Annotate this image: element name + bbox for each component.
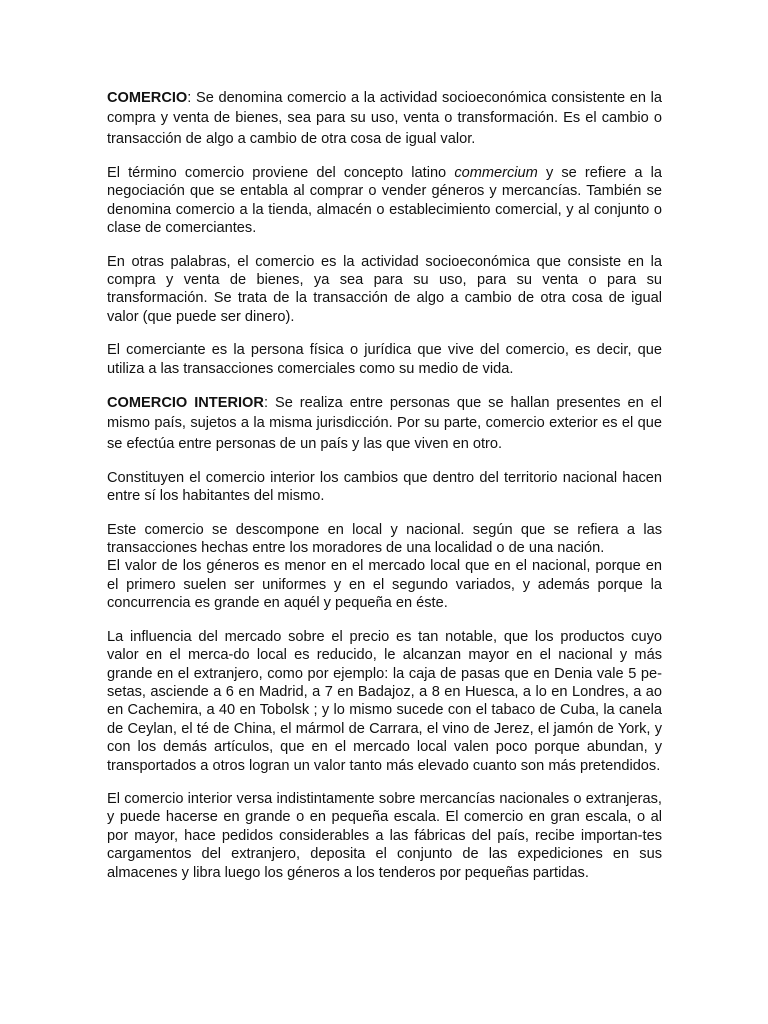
paragraph-comerciante: El comerciante es la persona física o jurídica que vive del comercio, es decir, que utiliza a las transacciones comerciales como su medio de vida. [107,342,662,377]
paragraph-text: : Se realiza entre personas que se hallan presentes en el mismo país, sujetos a la misma jurisdicción. Por su parte, comercio exterior es el que se efectúa entre personas de un país y las que viven en otro. [107,394,663,452]
document-body [107,88,662,897]
paragraph-text: El término comercio proviene del concepto latino [107,164,455,181]
paragraph-local-nacional: Este comercio se descompone en local y nacional. según que se refiera a las transacciones hechas entre los moradores de una localidad o de una nación. [107,521,662,557]
paragraph-constituyen: Constituyen el comercio interior los cambios que dentro del territorio nacional hacen entre sí los habitantes del mismo. [107,469,662,505]
paragraph-influencia-mercado: La influencia del mercado sobre el precio es tan notable, que los productos cuyo valor en el merca-do local es reducido, le alcanzan mayor en el nacional y más grande en el extranjero, como por ejemplo: la caja de pasas que en Denia vale 5 pe-setas, asciende a 6 en Madrid, a 7 en Badajoz, a 8 en Huesca, a lo en Londres, a ao en Cachemira, a 40 en Tobolsk ; y lo mismo sucede con el tabaco de Cuba, la canela de Ceylan, el té de China, el mármol de Carrara, el vino de Jerez, el jamón de York, y con los demás artículos, que en el mercado local valen poco porque abundan, y transportados a otros logran un valor tanto más elevado cuanto son más pretendidos. [107,628,662,774]
paragraph-other-words: En otras palabras, el comercio es la actividad socioeconómica que consiste en la compra y venta de bienes, ya sea para su uso, para su venta o para su transformación. Se trata de la transacción de algo a cambio de otra cosa de igual valor (que puede ser dinero). [107,253,662,325]
paragraph-text: : Se denomina comercio a la actividad socioeconómica consistente en la compra y venta de bienes, sea para su uso, venta o transformación. Es el cambio o transacción de algo a cambio de otra cosa de igual valor. [107,90,662,147]
paragraph-text: y se refiere a la negociación que se entabla al comprar o vender géneros y mercancías. También se denomina comercio a la tienda, almacén o establecimiento comercial, y al conjunto o clase de comerciantes. [107,164,663,237]
paragraph-valor-generos: El valor de los géneros es menor en el mercado local que en el nacional, porque en el primero suelen ser uniformes y en el segundo variados, y además porque la concurrencia es grande en aquél y pequeña en éste. [107,558,662,612]
paragraph-comercio-interior [107,393,662,454]
latin-term: commercium [454,164,538,181]
paragraph-etymology [107,164,662,238]
paragraph-comercio-definition [107,88,662,149]
paragraph-versa-mercancias: El comercio interior versa indistintamente sobre mercancías nacionales o extranjeras, y puede hacerse en grande o en pequeña escala. El comercio en gran escala, o al por mayor, hace pedidos considerables a las fábricas del país, recibe importan-tes cargamentos del extranjero, deposita el conjunto de las expediciones en sus almacenes y libra luego los géneros a los tenderos por pequeñas partidas. [107,790,662,881]
heading-comercio: COMERCIO [107,90,188,106]
heading-comercio-interior: COMERCIO INTERIOR [107,394,264,411]
